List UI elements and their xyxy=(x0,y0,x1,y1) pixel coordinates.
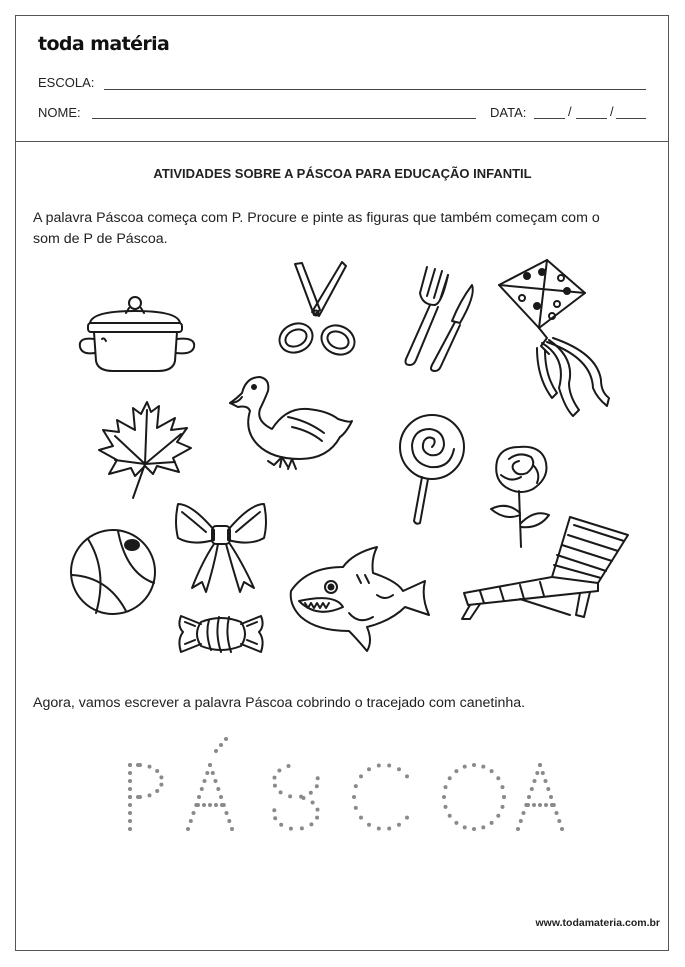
trace-dot xyxy=(550,803,554,807)
trace-dot xyxy=(224,737,228,741)
trace-dot xyxy=(405,816,409,820)
instruction-text-2: Agora, vamos escrever a palavra Páscoa cobrindo o tracejado com canetinha. xyxy=(33,695,526,711)
shark-icon[interactable] xyxy=(287,545,433,653)
instruction-text: A palavra Páscoa começa com P. Procure e pinte as figuras que também começam com o som de P de Páscoa. xyxy=(33,210,600,247)
trace-dot xyxy=(496,776,500,780)
trace-dot xyxy=(273,776,277,780)
pot-icon[interactable] xyxy=(78,293,203,375)
date-month-line[interactable] xyxy=(576,118,607,119)
trace-dot xyxy=(203,779,207,783)
trace-dot xyxy=(219,795,223,799)
scissors-icon[interactable] xyxy=(270,260,365,360)
trace-dot xyxy=(197,795,201,799)
beach-ball-icon[interactable] xyxy=(68,527,158,617)
trace-dot xyxy=(490,821,494,825)
trace-dot xyxy=(189,819,193,823)
trace-dot xyxy=(128,795,132,799)
trace-dot xyxy=(490,769,494,773)
trace-dot xyxy=(136,763,140,767)
date-separator: / xyxy=(568,104,572,119)
trace-dot xyxy=(192,811,196,815)
trace-dot xyxy=(155,789,159,793)
trace-dot xyxy=(472,827,476,831)
maple-leaf-icon[interactable] xyxy=(95,400,195,500)
school-label: ESCOLA: xyxy=(38,75,95,90)
trace-dot xyxy=(538,763,542,767)
trace-dot xyxy=(533,779,537,783)
date-year-line[interactable] xyxy=(616,118,646,119)
trace-dot xyxy=(448,814,452,818)
page-title: ATIVIDADES SOBRE A PÁSCOA PARA EDUCAÇÃO INFANTIL xyxy=(153,166,532,181)
trace-dot xyxy=(530,787,534,791)
trace-dot xyxy=(277,769,281,773)
trace-dot xyxy=(377,827,381,831)
trace-dot xyxy=(377,764,381,768)
trace-dot xyxy=(211,771,215,775)
trace-dot xyxy=(496,814,500,818)
trace-dot xyxy=(279,823,283,827)
trace-dot xyxy=(316,776,320,780)
date-separator: / xyxy=(610,104,614,119)
bow-icon[interactable] xyxy=(172,500,270,595)
trace-dot xyxy=(463,765,467,769)
trace-dot xyxy=(367,767,371,771)
trace-dot xyxy=(128,779,132,783)
trace-dot xyxy=(316,808,320,812)
trace-dot xyxy=(159,775,163,779)
trace-dot xyxy=(442,795,446,799)
trace-dot xyxy=(230,827,234,831)
trace-dot xyxy=(367,823,371,827)
trace-dot xyxy=(272,808,276,812)
trace-dot xyxy=(214,749,218,753)
trace-dot xyxy=(354,784,358,788)
trace-dot xyxy=(205,771,209,775)
trace-dot xyxy=(128,787,132,791)
trace-dot xyxy=(214,803,218,807)
trace-dot xyxy=(444,785,448,789)
trace-dot xyxy=(128,827,132,831)
trace-dot xyxy=(208,803,212,807)
trace-dot xyxy=(397,767,401,771)
trace-dot xyxy=(519,819,523,823)
trace-dot xyxy=(560,827,564,831)
tracing-word-dots[interactable] xyxy=(118,737,568,837)
school-line[interactable] xyxy=(104,89,646,90)
trace-dot xyxy=(279,790,283,794)
trace-dot xyxy=(159,783,163,787)
trace-dot xyxy=(128,811,132,815)
kite-icon[interactable] xyxy=(497,258,612,418)
trace-dot xyxy=(225,811,229,815)
trace-dot xyxy=(302,796,306,800)
trace-dot xyxy=(136,795,140,799)
trace-dot xyxy=(300,826,304,830)
trace-dot xyxy=(544,779,548,783)
trace-dot xyxy=(288,794,292,798)
trace-dot xyxy=(501,805,505,809)
trace-dot xyxy=(481,765,485,769)
trace-dot xyxy=(535,771,539,775)
footer-url: www.todamateria.com.br xyxy=(535,917,660,929)
trace-dot xyxy=(448,776,452,780)
duck-icon[interactable] xyxy=(228,373,353,471)
trace-dot xyxy=(501,785,505,789)
trace-dot xyxy=(397,823,401,827)
trace-dot xyxy=(128,803,132,807)
date-label: DATA: xyxy=(490,105,527,120)
trace-dot xyxy=(208,763,212,767)
trace-dot xyxy=(214,779,218,783)
trace-dot xyxy=(354,806,358,810)
trace-dot xyxy=(405,774,409,778)
trace-dot xyxy=(387,764,391,768)
trace-dot xyxy=(186,827,190,831)
trace-dot xyxy=(315,784,319,788)
trace-dot xyxy=(538,803,542,807)
trace-dot xyxy=(128,771,132,775)
trace-dot xyxy=(216,787,220,791)
fork-knife-icon[interactable] xyxy=(400,265,480,375)
trace-dot xyxy=(148,765,152,769)
date-day-line[interactable] xyxy=(534,118,565,119)
trace-dot xyxy=(481,825,485,829)
worksheet-header xyxy=(16,16,668,142)
trace-dot xyxy=(155,769,159,773)
trace-dot xyxy=(516,827,520,831)
trace-dot xyxy=(128,763,132,767)
tracing-word[interactable] xyxy=(118,737,568,837)
trace-dot xyxy=(287,764,291,768)
trace-dot xyxy=(309,822,313,826)
trace-dot xyxy=(502,795,506,799)
trace-dot xyxy=(359,774,363,778)
trace-dot xyxy=(472,763,476,767)
trace-dot xyxy=(273,816,277,820)
trace-dot xyxy=(532,803,536,807)
trace-dot xyxy=(444,805,448,809)
trace-dot xyxy=(352,795,356,799)
name-label: NOME: xyxy=(38,105,81,120)
trace-dot xyxy=(128,819,132,823)
trace-dot xyxy=(546,787,550,791)
trace-dot xyxy=(148,793,152,797)
trace-dot xyxy=(522,811,526,815)
trace-dot xyxy=(544,803,548,807)
trace-dot xyxy=(196,803,200,807)
trace-dot xyxy=(202,803,206,807)
trace-dot xyxy=(549,795,553,799)
logo: toda matéria xyxy=(38,33,170,55)
lollipop-icon[interactable] xyxy=(396,413,468,525)
trace-dot xyxy=(454,769,458,773)
trace-dot xyxy=(315,816,319,820)
trace-dot xyxy=(359,816,363,820)
trace-dot xyxy=(557,819,561,823)
trace-dot xyxy=(311,801,315,805)
trace-dot xyxy=(227,819,231,823)
trace-dot xyxy=(463,825,467,829)
trace-dot xyxy=(454,821,458,825)
beach-chair-icon[interactable] xyxy=(460,515,630,623)
trace-dot xyxy=(289,827,293,831)
trace-dot xyxy=(273,784,277,788)
name-line[interactable] xyxy=(92,118,476,119)
trace-dot xyxy=(220,803,224,807)
trace-dot xyxy=(527,795,531,799)
trace-dot xyxy=(219,743,223,747)
trace-dot xyxy=(541,771,545,775)
trace-dot xyxy=(526,803,530,807)
trace-dot xyxy=(555,811,559,815)
trace-dot xyxy=(200,787,204,791)
trace-dot xyxy=(387,827,391,831)
candy-icon[interactable] xyxy=(175,612,267,657)
trace-dot xyxy=(309,791,313,795)
